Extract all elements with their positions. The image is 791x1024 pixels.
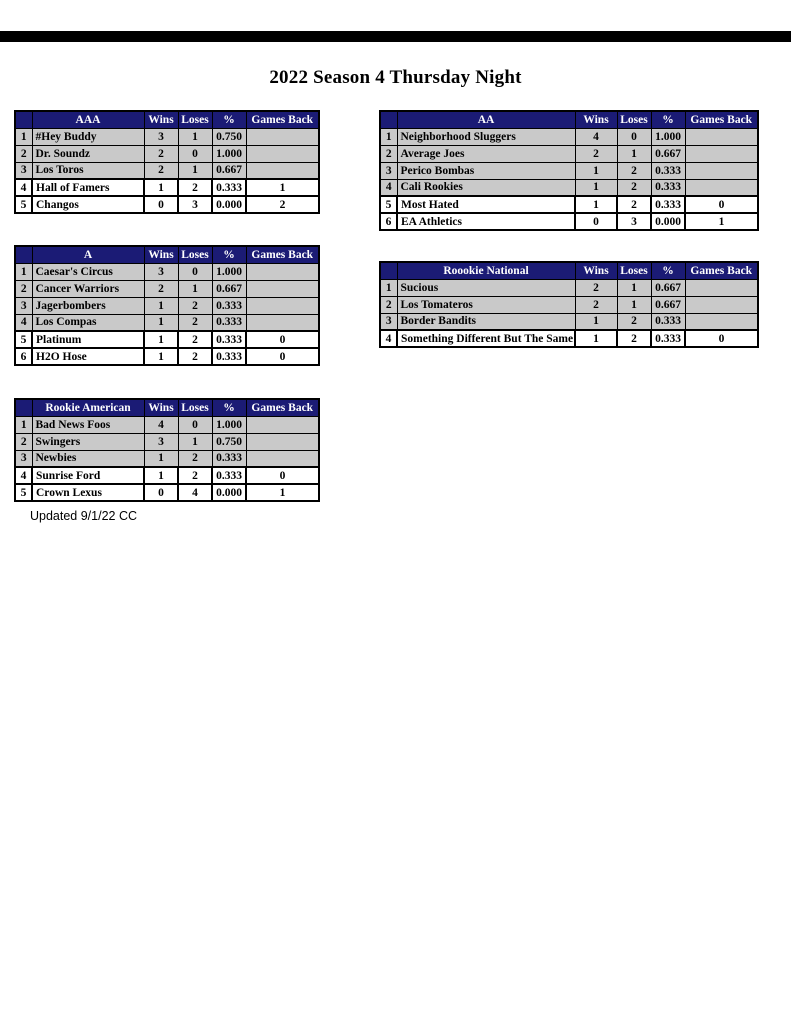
pct-column-header: % xyxy=(212,399,246,416)
loses-cell: 2 xyxy=(617,196,651,213)
loses-cell: 1 xyxy=(178,433,212,450)
games-back-cell xyxy=(685,279,758,296)
games-back-cell xyxy=(246,128,319,145)
rank-column-header xyxy=(380,111,397,128)
standings-row xyxy=(15,128,319,145)
standings-row xyxy=(15,145,319,162)
games-back-cell: 0 xyxy=(246,348,319,365)
games-back-cell: 0 xyxy=(685,196,758,213)
team-name-cell: Caesar's Circus xyxy=(32,263,144,280)
rank-cell: 4 xyxy=(15,314,32,331)
rank-cell: 5 xyxy=(15,484,32,501)
wins-column-header: Wins xyxy=(575,111,617,128)
games-back-cell xyxy=(246,145,319,162)
pct-column-header: % xyxy=(212,111,246,128)
games-back-cell xyxy=(246,416,319,433)
wins-cell: 2 xyxy=(144,145,178,162)
standings-row xyxy=(15,467,319,484)
standings-row xyxy=(15,162,319,179)
page-title: 2022 Season 4 Thursday Night xyxy=(269,67,522,88)
wins-cell: 1 xyxy=(144,314,178,331)
pct-cell: 0.667 xyxy=(651,279,685,296)
standings-table-roookie-national xyxy=(379,261,759,348)
team-name-cell: Changos xyxy=(32,196,144,213)
loses-cell: 1 xyxy=(178,162,212,179)
league-name-header: A xyxy=(32,246,144,263)
pct-cell: 0.333 xyxy=(212,179,246,196)
games-back-cell: 1 xyxy=(246,179,319,196)
rank-cell: 2 xyxy=(15,280,32,297)
rank-cell: 3 xyxy=(15,297,32,314)
pct-cell: 1.000 xyxy=(212,416,246,433)
loses-cell: 0 xyxy=(178,416,212,433)
pct-cell: 0.333 xyxy=(212,450,246,467)
rank-cell: 2 xyxy=(380,296,397,313)
team-name-cell: Swingers xyxy=(32,433,144,450)
standings-row xyxy=(380,296,758,313)
loses-cell: 2 xyxy=(617,162,651,179)
pct-cell: 0.333 xyxy=(651,179,685,196)
rank-cell: 1 xyxy=(380,279,397,296)
loses-column-header: Loses xyxy=(617,262,651,279)
scan-artifact-bar xyxy=(0,31,791,42)
loses-cell: 1 xyxy=(178,128,212,145)
standings-table-rookie-american xyxy=(14,398,320,502)
standings-row xyxy=(15,433,319,450)
standings-table-a xyxy=(14,245,320,366)
pct-column-header: % xyxy=(212,246,246,263)
standings-row xyxy=(380,179,758,196)
standings-row xyxy=(15,263,319,280)
header-row xyxy=(380,262,758,279)
games-back-cell: 1 xyxy=(246,484,319,501)
league-name-header: AAA xyxy=(32,111,144,128)
updated-note: Updated 9/1/22 CC xyxy=(30,509,138,523)
team-name-cell: Crown Lexus xyxy=(32,484,144,501)
pct-column-header: % xyxy=(651,262,685,279)
team-name-cell: Jagerbombers xyxy=(32,297,144,314)
loses-cell: 1 xyxy=(617,279,651,296)
loses-cell: 2 xyxy=(178,297,212,314)
league-name-header: Rookie American xyxy=(32,399,144,416)
team-name-cell: H2O Hose xyxy=(32,348,144,365)
loses-cell: 2 xyxy=(178,348,212,365)
pct-cell: 0.000 xyxy=(212,484,246,501)
pct-cell: 0.667 xyxy=(212,280,246,297)
pct-cell: 1.000 xyxy=(212,145,246,162)
rank-column-header xyxy=(15,399,32,416)
league-name-header: Roookie National xyxy=(397,262,575,279)
pct-cell: 0.333 xyxy=(651,196,685,213)
loses-cell: 2 xyxy=(178,331,212,348)
pct-cell: 0.750 xyxy=(212,128,246,145)
loses-cell: 2 xyxy=(617,313,651,330)
team-name-cell: Los Tomateros xyxy=(397,296,575,313)
rank-cell: 4 xyxy=(15,179,32,196)
wins-cell: 2 xyxy=(575,279,617,296)
team-name-cell: Newbies xyxy=(32,450,144,467)
team-name-cell: Average Joes xyxy=(397,145,575,162)
team-name-cell: Los Compas xyxy=(32,314,144,331)
games-back-cell xyxy=(685,313,758,330)
pct-cell: 1.000 xyxy=(651,128,685,145)
standings-row xyxy=(380,145,758,162)
games-back-cell xyxy=(246,297,319,314)
wins-cell: 1 xyxy=(575,330,617,347)
games-back-cell xyxy=(685,145,758,162)
loses-cell: 2 xyxy=(617,179,651,196)
pct-cell: 0.667 xyxy=(651,296,685,313)
games-back-cell xyxy=(685,128,758,145)
rank-cell: 4 xyxy=(380,330,397,347)
wins-cell: 4 xyxy=(575,128,617,145)
wins-column-header: Wins xyxy=(144,111,178,128)
loses-cell: 1 xyxy=(178,280,212,297)
league-name-header: AA xyxy=(397,111,575,128)
standings-row xyxy=(15,179,319,196)
rank-cell: 2 xyxy=(15,433,32,450)
pct-cell: 0.333 xyxy=(212,297,246,314)
loses-column-header: Loses xyxy=(178,399,212,416)
standings-row xyxy=(15,450,319,467)
pct-cell: 0.333 xyxy=(212,314,246,331)
loses-cell: 3 xyxy=(178,196,212,213)
pct-cell: 0.333 xyxy=(651,162,685,179)
team-name-cell: Most Hated xyxy=(397,196,575,213)
games-back-cell: 2 xyxy=(246,196,319,213)
wins-cell: 1 xyxy=(575,196,617,213)
rank-cell: 5 xyxy=(15,331,32,348)
team-name-cell: Cali Rookies xyxy=(397,179,575,196)
games-back-column-header: Games Back xyxy=(246,111,319,128)
rank-cell: 4 xyxy=(380,179,397,196)
wins-cell: 2 xyxy=(144,280,178,297)
games-back-cell xyxy=(685,296,758,313)
pct-cell: 0.000 xyxy=(212,196,246,213)
wins-cell: 1 xyxy=(144,450,178,467)
wins-cell: 3 xyxy=(144,433,178,450)
rank-cell: 1 xyxy=(380,128,397,145)
team-name-cell: Perico Bombas xyxy=(397,162,575,179)
team-name-cell: Dr. Soundz xyxy=(32,145,144,162)
wins-cell: 1 xyxy=(575,313,617,330)
games-back-column-header: Games Back xyxy=(685,262,758,279)
loses-column-header: Loses xyxy=(178,246,212,263)
rank-cell: 3 xyxy=(380,313,397,330)
loses-cell: 2 xyxy=(617,330,651,347)
rank-column-header xyxy=(380,262,397,279)
standings-row xyxy=(15,314,319,331)
loses-cell: 2 xyxy=(178,450,212,467)
standings-row xyxy=(380,330,758,347)
games-back-cell: 1 xyxy=(685,213,758,230)
standings-row xyxy=(15,416,319,433)
games-back-cell xyxy=(246,263,319,280)
rank-cell: 2 xyxy=(15,145,32,162)
wins-cell: 0 xyxy=(575,213,617,230)
wins-cell: 1 xyxy=(144,467,178,484)
games-back-cell: 0 xyxy=(246,331,319,348)
header-row xyxy=(15,246,319,263)
games-back-cell xyxy=(246,450,319,467)
wins-column-header: Wins xyxy=(144,399,178,416)
games-back-cell xyxy=(685,162,758,179)
loses-cell: 0 xyxy=(178,263,212,280)
games-back-cell xyxy=(246,433,319,450)
wins-cell: 2 xyxy=(575,296,617,313)
wins-cell: 1 xyxy=(144,331,178,348)
loses-cell: 4 xyxy=(178,484,212,501)
standings-row xyxy=(380,213,758,230)
rank-cell: 5 xyxy=(380,196,397,213)
team-name-cell: Something Different But The Same xyxy=(397,330,575,347)
pct-cell: 0.667 xyxy=(651,145,685,162)
wins-cell: 1 xyxy=(575,162,617,179)
team-name-cell: Bad News Foos xyxy=(32,416,144,433)
header-row xyxy=(15,399,319,416)
wins-cell: 3 xyxy=(144,263,178,280)
rank-cell: 6 xyxy=(380,213,397,230)
standings-row xyxy=(380,128,758,145)
wins-column-header: Wins xyxy=(575,262,617,279)
standings-row xyxy=(380,313,758,330)
loses-cell: 2 xyxy=(178,467,212,484)
loses-cell: 0 xyxy=(617,128,651,145)
wins-cell: 1 xyxy=(575,179,617,196)
team-name-cell: EA Athletics xyxy=(397,213,575,230)
loses-column-header: Loses xyxy=(178,111,212,128)
rank-cell: 3 xyxy=(380,162,397,179)
pct-cell: 0.333 xyxy=(212,348,246,365)
pct-cell: 0.333 xyxy=(651,330,685,347)
standings-row xyxy=(15,280,319,297)
rank-cell: 1 xyxy=(15,416,32,433)
rank-cell: 4 xyxy=(15,467,32,484)
loses-cell: 2 xyxy=(178,179,212,196)
loses-cell: 1 xyxy=(617,296,651,313)
standings-row xyxy=(15,484,319,501)
wins-cell: 3 xyxy=(144,128,178,145)
team-name-cell: #Hey Buddy xyxy=(32,128,144,145)
wins-cell: 1 xyxy=(144,297,178,314)
games-back-cell xyxy=(685,179,758,196)
standings-row xyxy=(15,331,319,348)
games-back-cell xyxy=(246,162,319,179)
rank-cell: 3 xyxy=(15,162,32,179)
standings-row xyxy=(15,348,319,365)
rank-cell: 1 xyxy=(15,263,32,280)
games-back-cell: 0 xyxy=(685,330,758,347)
standings-row xyxy=(380,162,758,179)
wins-cell: 1 xyxy=(144,348,178,365)
wins-cell: 2 xyxy=(575,145,617,162)
pct-cell: 0.000 xyxy=(651,213,685,230)
loses-cell: 2 xyxy=(178,314,212,331)
loses-cell: 0 xyxy=(178,145,212,162)
pct-cell: 0.333 xyxy=(212,331,246,348)
games-back-cell: 0 xyxy=(246,467,319,484)
games-back-cell xyxy=(246,280,319,297)
games-back-column-header: Games Back xyxy=(685,111,758,128)
team-name-cell: Platinum xyxy=(32,331,144,348)
header-row xyxy=(15,111,319,128)
rank-column-header xyxy=(15,246,32,263)
team-name-cell: Border Bandits xyxy=(397,313,575,330)
standings-row xyxy=(15,297,319,314)
loses-cell: 3 xyxy=(617,213,651,230)
rank-cell: 6 xyxy=(15,348,32,365)
games-back-cell xyxy=(246,314,319,331)
wins-cell: 1 xyxy=(144,179,178,196)
games-back-column-header: Games Back xyxy=(246,246,319,263)
team-name-cell: Los Toros xyxy=(32,162,144,179)
standings-row xyxy=(15,196,319,213)
team-name-cell: Sucious xyxy=(397,279,575,296)
wins-cell: 4 xyxy=(144,416,178,433)
pct-cell: 0.750 xyxy=(212,433,246,450)
games-back-column-header: Games Back xyxy=(246,399,319,416)
pct-cell: 0.333 xyxy=(651,313,685,330)
wins-cell: 0 xyxy=(144,484,178,501)
standings-table-aaa xyxy=(14,110,320,214)
loses-cell: 1 xyxy=(617,145,651,162)
rank-cell: 1 xyxy=(15,128,32,145)
team-name-cell: Hall of Famers xyxy=(32,179,144,196)
pct-cell: 1.000 xyxy=(212,263,246,280)
rank-column-header xyxy=(15,111,32,128)
pct-cell: 0.667 xyxy=(212,162,246,179)
standings-table-aa xyxy=(379,110,759,231)
loses-column-header: Loses xyxy=(617,111,651,128)
pct-cell: 0.333 xyxy=(212,467,246,484)
wins-cell: 2 xyxy=(144,162,178,179)
wins-cell: 0 xyxy=(144,196,178,213)
header-row xyxy=(380,111,758,128)
wins-column-header: Wins xyxy=(144,246,178,263)
rank-cell: 2 xyxy=(380,145,397,162)
team-name-cell: Sunrise Ford xyxy=(32,467,144,484)
rank-cell: 3 xyxy=(15,450,32,467)
standings-row xyxy=(380,196,758,213)
rank-cell: 5 xyxy=(15,196,32,213)
standings-row xyxy=(380,279,758,296)
team-name-cell: Neighborhood Sluggers xyxy=(397,128,575,145)
team-name-cell: Cancer Warriors xyxy=(32,280,144,297)
pct-column-header: % xyxy=(651,111,685,128)
